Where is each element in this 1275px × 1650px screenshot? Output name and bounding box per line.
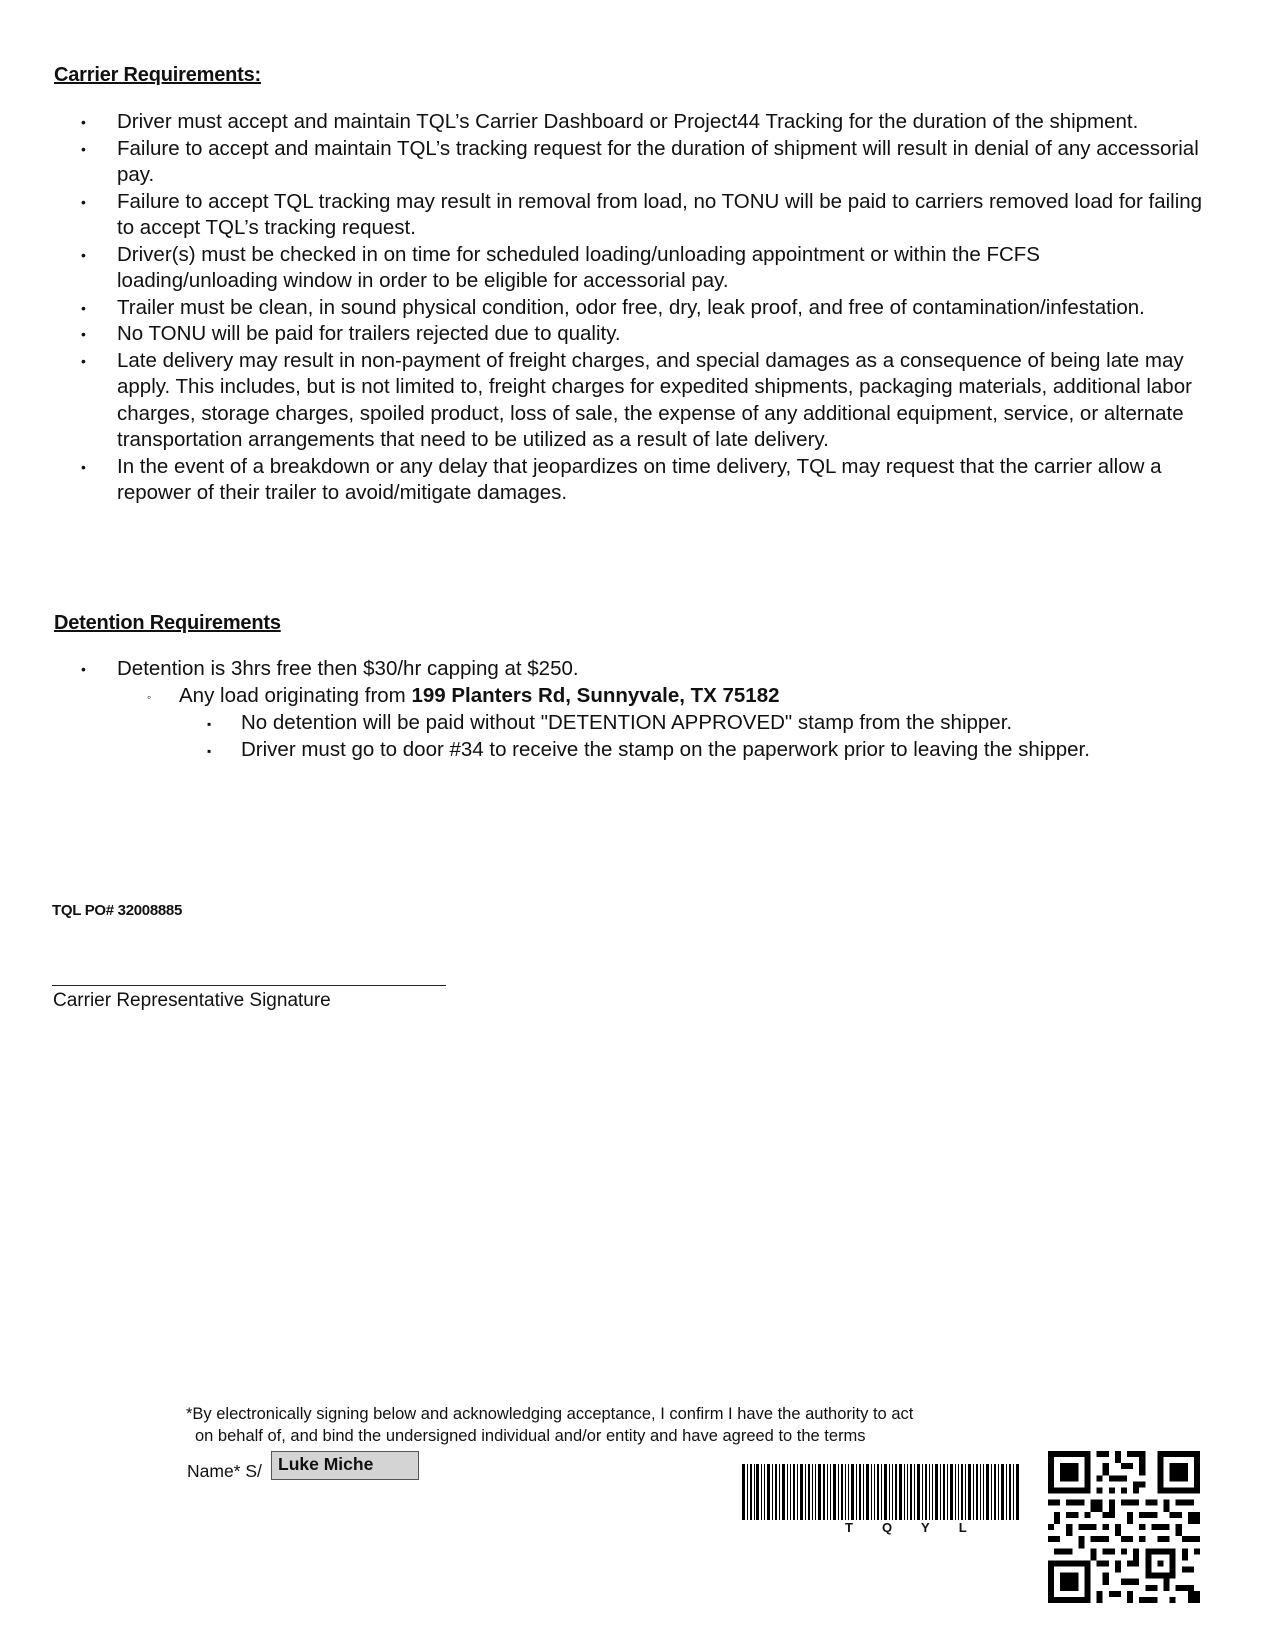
list-item: • Driver must accept and maintain TQL’s Carrier Dashboard or Project44 Tracking for the duration of the shipment. bbox=[54, 109, 1204, 136]
signature-label: Carrier Representative Signature bbox=[53, 990, 331, 1011]
origin-address: 199 Planters Rd, Sunnyvale, TX 75182 bbox=[411, 684, 780, 707]
list-item: • No TONU will be paid for trailers rejected due to quality. bbox=[54, 321, 1204, 348]
list-item: • Driver(s) must be checked in on time for scheduled loading/unloading appointment or within the FCFS loading/unloading window in order to be eligible for accessorial pay. bbox=[54, 242, 1204, 295]
detention-requirements-heading: Detention Requirements bbox=[54, 612, 281, 634]
square-bullet-icon: ▪ bbox=[207, 744, 212, 758]
detention-sub-item bbox=[147, 683, 1079, 710]
po-number: TQL PO# 32008885 bbox=[52, 902, 183, 919]
list-item: • In the event of a breakdown or any delay that jeopardizes on time delivery, TQL may request that the carrier allow a repower of their trailer to avoid/mitigate damages. bbox=[54, 454, 1204, 507]
barcode-image bbox=[742, 1464, 1022, 1520]
detention-list bbox=[54, 656, 1204, 683]
carrier-requirements-list bbox=[54, 109, 1204, 507]
carrier-requirements-heading: Carrier Requirements: bbox=[54, 64, 261, 86]
name-label: Name* S/ bbox=[187, 1461, 262, 1481]
square-bullet-icon: ▪ bbox=[207, 717, 212, 731]
detention-sub-sub-item bbox=[207, 737, 1121, 764]
acknowledgement-line-2: on behalf of, and bind the undersigned individual and/or entity and have agreed to the terms bbox=[195, 1427, 866, 1445]
list-item: • Detention is 3hrs free then $30/hr capping at $250. bbox=[54, 656, 1204, 683]
acknowledgement-text bbox=[186, 1403, 913, 1447]
list-item: • Failure to accept and maintain TQL’s tracking request for the duration of shipment will result in denial of any accessorial pay. bbox=[54, 136, 1204, 189]
sub-sub-item-text: Driver must go to door #34 to receive the stamp on the paperwork prior to leaving the shipper. bbox=[241, 738, 1090, 761]
list-item: • Trailer must be clean, in sound physical condition, odor free, dry, leak proof, and free of contamination/infestation. bbox=[54, 295, 1204, 322]
sub-sub-item-text: No detention will be paid without "DETENTION APPROVED" stamp from the shipper. bbox=[241, 711, 1013, 734]
qr-code-image bbox=[1048, 1451, 1200, 1603]
sub-item-prefix: Any load originating from bbox=[179, 684, 412, 707]
name-signature-field[interactable]: Luke Miche bbox=[271, 1451, 419, 1480]
acknowledgement-line-1: *By electronically signing below and acknowledging acceptance, I confirm I have the authority to act bbox=[186, 1405, 914, 1423]
list-item: • Late delivery may result in non-payment of freight charges, and special damages as a consequence of being late may apply. This includes, but is not limited to, freight charges for expedited shipments, packaging materials, additional labor charges, storage charges, spoiled product, loss of sale, the expense of any additional equipment, service, or alternate transportation arrangements that need to be utilized as a result of late delivery. bbox=[54, 348, 1204, 454]
detention-sub-sub-item bbox=[207, 710, 1141, 737]
barcode-caption: TQYL bbox=[845, 1520, 996, 1535]
list-item: • Failure to accept TQL tracking may result in removal from load, no TONU will be paid to carriers removed load for failing to accept TQL’s tracking request. bbox=[54, 189, 1204, 242]
circle-bullet-icon: ◦ bbox=[147, 690, 152, 704]
signature-line bbox=[52, 985, 446, 986]
